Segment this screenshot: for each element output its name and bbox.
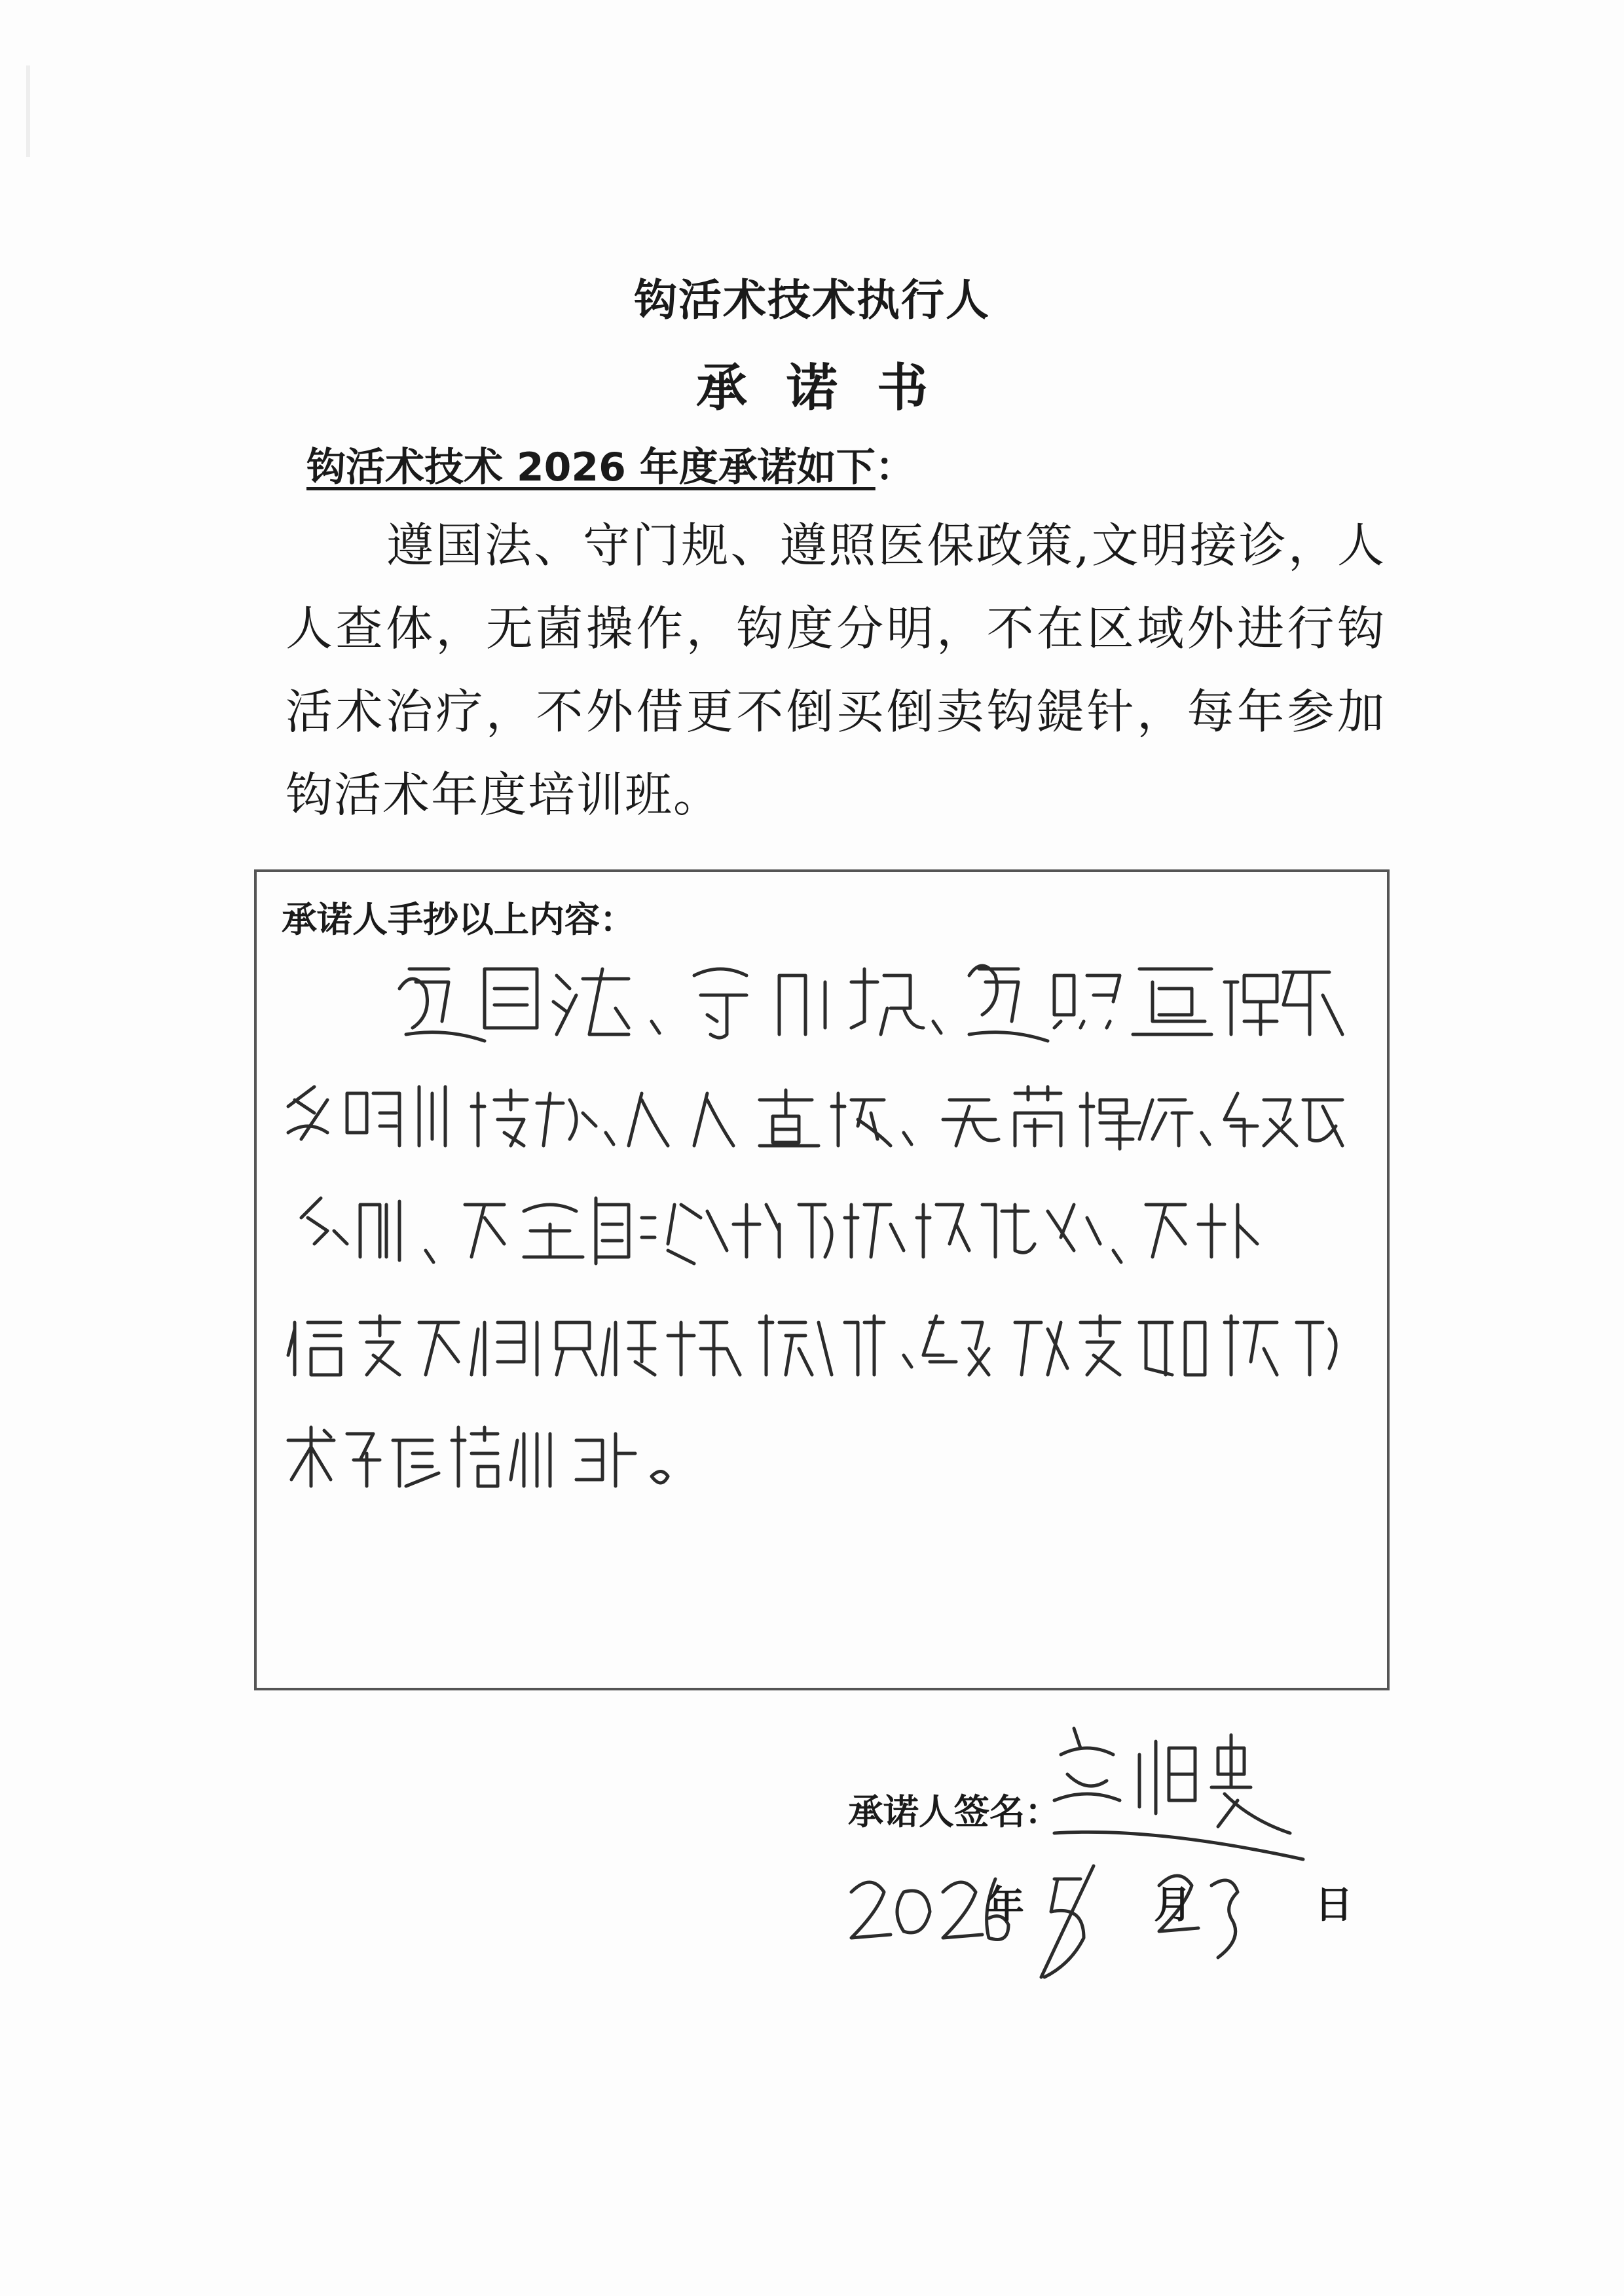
- signature-label: 承诺人签名：: [848, 1791, 1060, 1832]
- commitment-heading-text: 钩活术技术 2026 年度承诺如下: [306, 445, 876, 490]
- handwritten-copy-image: [275, 943, 1362, 1611]
- document-subtitle: 承诺书: [695, 359, 967, 418]
- date-year-label: 年: [986, 1882, 1025, 1927]
- handwriting-line-3: [301, 1198, 1257, 1264]
- document-title: 钩活术技术执行人: [634, 275, 990, 325]
- handwritten-date: [832, 1853, 1356, 1997]
- handwriting-line-4: [288, 1316, 1336, 1375]
- handwriting-line-5: [288, 1427, 668, 1486]
- date-day-label: 日: [1315, 1882, 1354, 1927]
- handwriting-line-2: [288, 1087, 1342, 1149]
- handwriting-line-1: [399, 966, 1342, 1041]
- date-month-label: 月: [1154, 1882, 1192, 1927]
- scan-artifact: [26, 65, 30, 157]
- commitment-heading: [306, 436, 915, 492]
- commitment-body: 遵国法、守门规、遵照医保政策,文明接诊，人人查体，无菌操作，钩度分明，不在区域外进行钩活术治疗，不外借更不倒买倒卖钩鍉针，每年参加钩活术年度培训班。: [286, 518, 1386, 822]
- commitment-heading-colon: ：: [875, 445, 915, 490]
- copy-instruction-label: 承诺人手抄以上内容：: [282, 899, 635, 940]
- handwritten-signature: [1041, 1702, 1382, 1872]
